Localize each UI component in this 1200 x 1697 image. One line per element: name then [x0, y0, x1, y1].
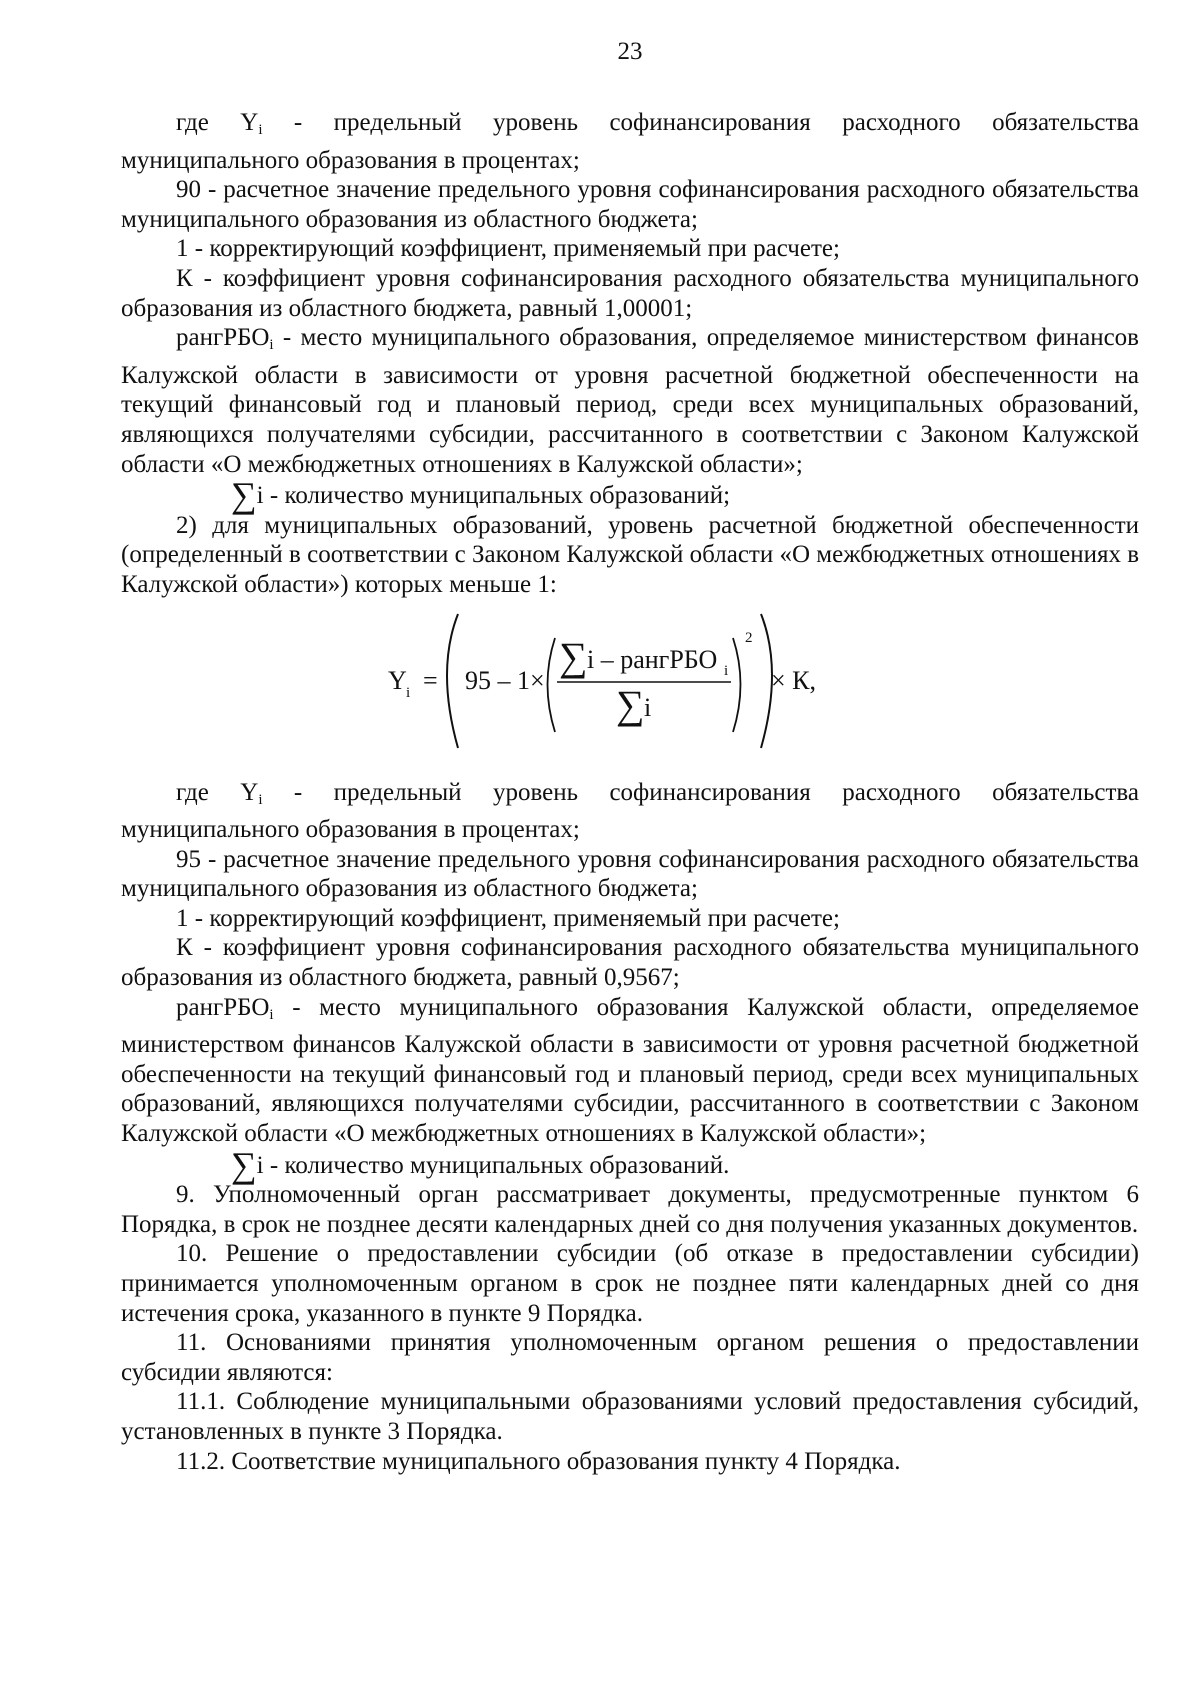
- definition-90: 90 - расчетное значение предельного уровня софинансирования расходного обязательства муниципального образования из областного бюджета;: [121, 176, 1139, 233]
- definition-text: - количество муниципальных образований.: [263, 1151, 730, 1179]
- definition-text: где Y: [176, 109, 259, 136]
- definition-text: рангРБО: [176, 324, 270, 352]
- formula-equals: =: [423, 665, 438, 695]
- definition-coef-2: 1 - корректирующий коэффициент, применяемый при расчете;: [176, 904, 840, 932]
- definition-yi-2: [121, 778, 1139, 845]
- subscript: i: [269, 1006, 274, 1023]
- definition-text: рангРБО: [176, 993, 270, 1021]
- sum-index: i: [256, 482, 264, 510]
- definition-text: - количество муниципальных образований;: [263, 482, 731, 510]
- definition-sum-2: [121, 1144, 1139, 1185]
- item-9: 9. Уполномоченный орган рассматривает документы, предусмотренные пунктом 6 Порядка, в срок не позднее десяти календарных дней со дня получения указанных документов.: [121, 1181, 1139, 1238]
- definition-k-1: К - коэффициент уровня софинансирования расходного обязательства муниципального образования из областного бюджета, равный 1,00001;: [121, 264, 1139, 322]
- item-11: 11. Основаниями принятия уполномоченным органом решения о предоставлении субсидии являются:: [121, 1329, 1139, 1386]
- formula-numerator-subscript: i: [724, 662, 729, 679]
- formula-sum-denominator: ∑: [616, 681, 645, 727]
- sum-symbol: ∑: [231, 1144, 257, 1185]
- sum-index: i: [256, 1151, 264, 1179]
- item-2: 2) для муниципальных образований, уровень расчетной бюджетной обеспеченности (определенный в соответствии с Законом Калужской области «О межбюджетных отношениях в Калужской области») которых меньше 1:: [121, 511, 1140, 598]
- outer-paren-left: [447, 614, 458, 748]
- formula: [121, 600, 1139, 778]
- document-body: [121, 108, 1139, 1476]
- item-11-2: 11.2. Соответствие муниципального образования пункту 4 Порядка.: [176, 1447, 901, 1475]
- sum-symbol: ∑: [231, 475, 257, 516]
- formula-denominator: i: [644, 692, 652, 722]
- definition-text: - место муниципального образования Калужской области, определяемое министерством финансов Калужской области в зависимости от уровня расчетной бюджетной обеспеченности на текущий финансовый год и плановый период, среди всех муниципальных образований, являющихся получателями субсидии, рассчитанного в соответствии с Законом Калужской области «О межбюджетных отношениях в Калужской области»;: [121, 993, 1139, 1148]
- formula-sum-numerator: ∑: [559, 633, 588, 679]
- definition-rank-2: [121, 993, 1139, 1149]
- formula-graphic: [121, 600, 1139, 778]
- definition-text: - место муниципального образования, определяемое министерством финансов Калужской области в зависимости от уровня расчетной бюджетной обеспеченности на текущий финансовый год и плановый период, среди всех муниципальных образований, являющихся получателями субсидии, рассчитанного в соответствии с Законом Калужской области «О межбюджетных отношениях в Калужской области»;: [121, 324, 1139, 478]
- item-11-1: 11.1. Соблюдение муниципальными образованиями условий предоставления субсидий, установленных в пункте 3 Порядка.: [121, 1388, 1139, 1445]
- page-number: 23: [617, 38, 643, 65]
- inner-paren-right: [733, 638, 741, 732]
- inner-paren-left: [548, 638, 556, 732]
- definition-sum-1: [121, 475, 1139, 516]
- formula-numerator: i – рангРБО: [587, 644, 718, 674]
- definition-coef-1: 1 - корректирующий коэффициент, применяемый при расчете;: [176, 235, 840, 263]
- subscript: i: [269, 337, 274, 354]
- formula-power: 2: [745, 629, 753, 646]
- formula-lhs: Y: [388, 665, 407, 695]
- definition-text: - предельный уровень софинансирования расходного обязательства муниципального образования в процентах;: [121, 109, 1139, 174]
- definition-rank-1: [121, 323, 1139, 479]
- definition-yi-1: [121, 108, 1139, 175]
- definition-text: - предельный уровень софинансирования расходного обязательства муниципального образования в процентах;: [121, 778, 1139, 844]
- item-10: 10. Решение о предоставлении субсидии (об отказе в предоставлении субсидии) принимается уполномоченным органом в срок не позднее пяти календарных дней со дня истечения срока, указанного в пункте 9 Порядка.: [121, 1240, 1139, 1327]
- definition-95: 95 - расчетное значение предельного уровня софинансирования расходного обязательства муниципального образования из областного бюджета;: [121, 845, 1139, 903]
- subscript: i: [258, 791, 263, 808]
- formula-tail: × К,: [771, 665, 817, 695]
- definition-k-2: К - коэффициент уровня софинансирования расходного обязательства муниципального образования из областного бюджета, равный 0,9567;: [121, 934, 1139, 992]
- subscript: i: [258, 122, 263, 138]
- formula-lhs-subscript: i: [406, 684, 411, 701]
- definition-text: где Y: [176, 778, 259, 806]
- formula-constant: 95 – 1×: [465, 665, 545, 695]
